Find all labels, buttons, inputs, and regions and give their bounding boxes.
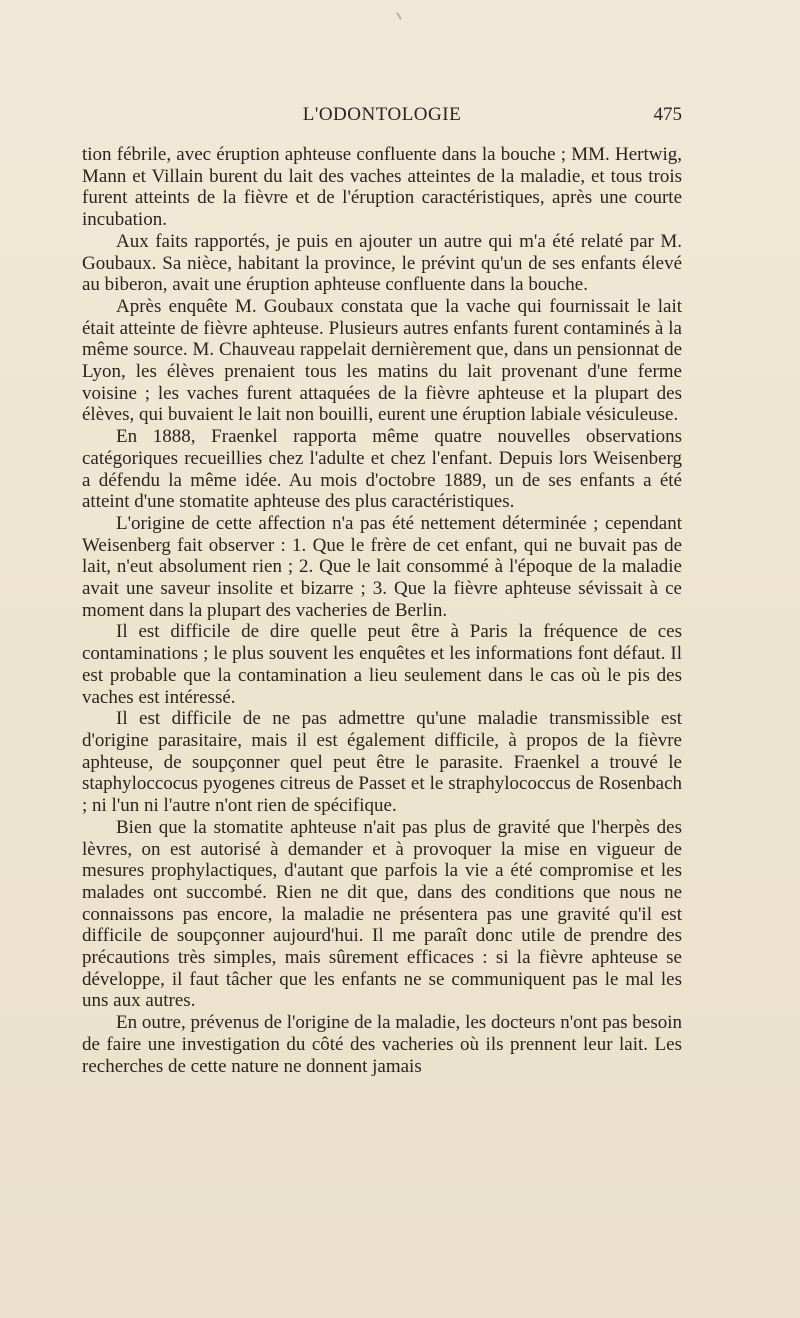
paragraph: En 1888, Fraenkel rapporta même quatre nouvelles observations catégoriques recueillies chez l'adulte et chez l'enfant. Depuis lors Weisenberg a défendu la même idée. Au mois d'octobre 1889, un de ses enfants a été atteint d'une stomatite aphteuse des plus caractéristiques.: [82, 426, 682, 513]
paragraph: En outre, prévenus de l'origine de la maladie, les docteurs n'ont pas besoin de faire une investigation du côté des vacheries où ils prennent leur lait. Les recherches de cette nature ne donnent jamais: [82, 1012, 682, 1077]
body-text: [82, 144, 682, 1077]
paragraph: L'origine de cette affection n'a pas été nettement déterminée ; cependant Weisenberg fait observer : 1. Que le frère de cet enfant, qui ne buvait pas de lait, n'eut absolument rien ; 2. Que le lait consommé à l'époque de la maladie avait une saveur insolite et bizarre ; 3. Que la fièvre aphteuse sévissait à ce moment dans la plupart des vacheries de Berlin.: [82, 512, 682, 621]
stray-mark: [396, 12, 402, 20]
paragraph: Bien que la stomatite aphteuse n'ait pas plus de gravité que l'herpès des lèvres, on est autorisé à demander et à provoquer la mise en vigueur de mesures prophylactiques, d'autant que parfois la vie a été compromise et les malades ont succombé. Rien ne dit que, dans des conditions que nous ne connaissons pas encore, la maladie ne présentera pas une gravité qu'il est difficile de soupçonner aujourd'hui. Il me paraît donc utile de prendre des précautions très simples, mais sûrement efficaces : si la fièvre aphteuse se développe, il faut tâcher que les enfants ne se communiquent pas le mal les uns aux autres.: [82, 816, 682, 1012]
paragraph: tion fébrile, avec éruption aphteuse confluente dans la bouche ; MM. Hertwig, Mann et Villain burent du lait des vaches atteintes de la maladie, et tous trois furent atteints de la fièvre et de l'éruption caractéristiques, après une courte incubation.: [82, 144, 682, 231]
paragraph: Après enquête M. Goubaux constata que la vache qui fournissait le lait était atteinte de fièvre aphteuse. Plusieurs autres enfants furent contaminés à la même source. M. Chauveau rappelait dernièrement que, dans un pensionnat de Lyon, les élèves prenaient tous les matins du lait provenant d'une ferme voisine ; les vaches furent attaquées de la fièvre aphteuse et la plupart des élèves, qui buvaient le lait non bouilli, eurent une éruption labiale vésiculeuse.: [82, 295, 682, 426]
paragraph: Il est difficile de dire quelle peut être à Paris la fréquence de ces contaminations ; le plus souvent les enquêtes et les informations font défaut. Il est probable que la contamination a lieu seulement dans le cas où le pis des vaches est intéressé.: [82, 621, 682, 708]
running-title: L'ODONTOLOGIE: [302, 104, 462, 125]
page-number: 475: [653, 104, 682, 125]
page-header: [82, 104, 682, 134]
paragraph: Aux faits rapportés, je puis en ajouter un autre qui m'a été relaté par M. Goubaux. Sa nièce, habitant la province, le prévint qu'un de ses enfants élevé au biberon, avait une éruption aphteuse confluente dans la bouche.: [82, 230, 682, 296]
paragraph: Il est difficile de ne pas admettre qu'une maladie transmissible est d'origine parasitaire, mais il est également difficile, à propos de la fièvre aphteuse, de soupçonner quel peut être le parasite. Fraenkel a trouvé le staphyloccocus pyogenes citreus de Passet et le straphylococcus de Rosenbach ; ni l'un ni l'autre n'ont rien de spécifique.: [82, 708, 682, 817]
